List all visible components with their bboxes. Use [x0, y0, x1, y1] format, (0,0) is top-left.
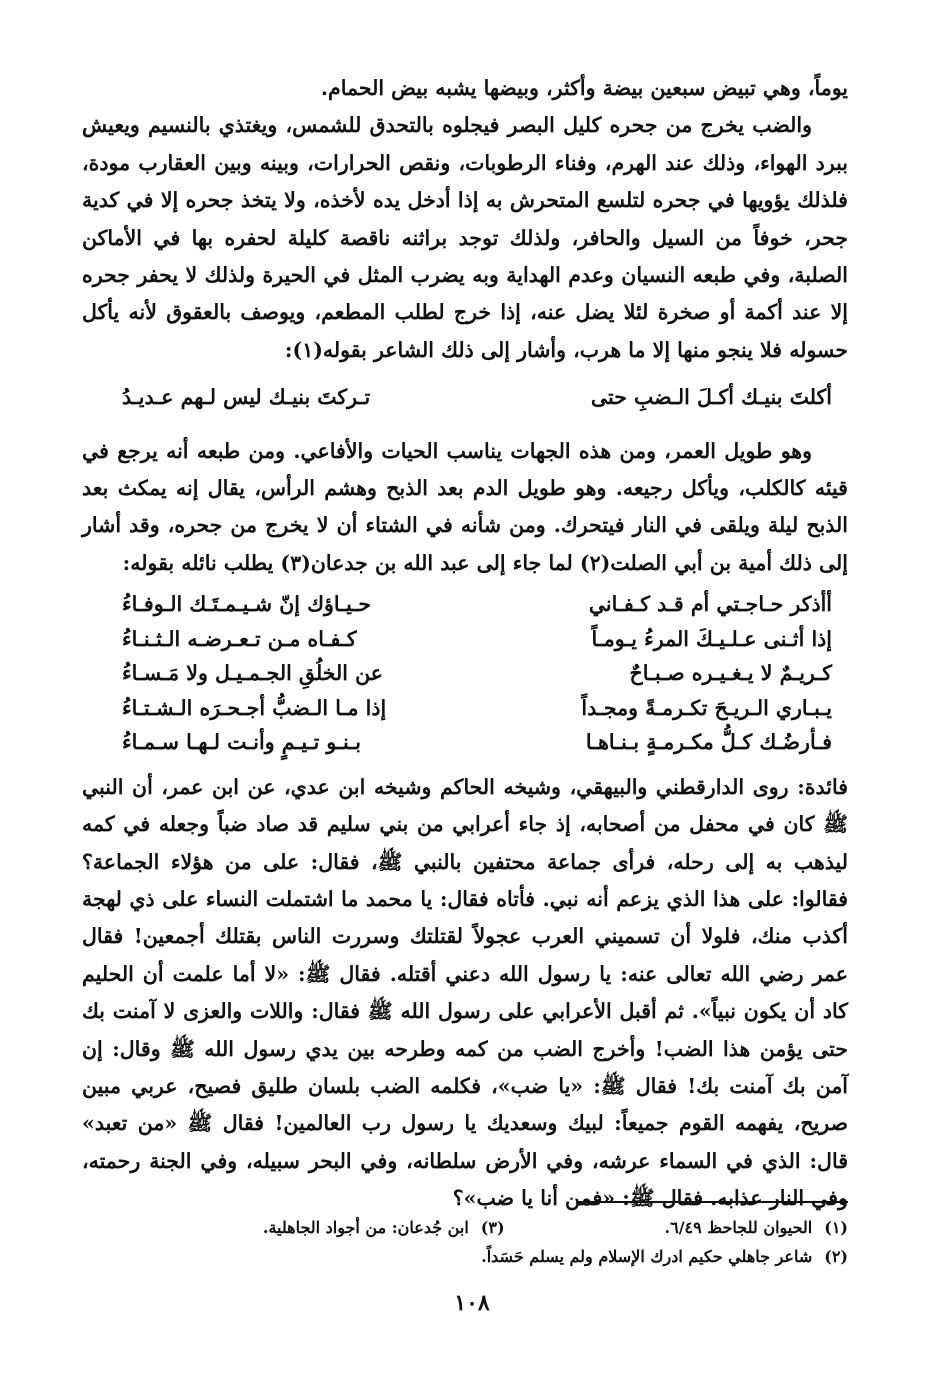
paragraph-2: والضب يخرج من جحره كليل البصر فيجلوه بالتحدق للشمس، ويغتذي بالنسيم ويعيش ببرد الهواء، وذلك عند الهرم، وفناء الرطوبات، ونقص الحرارات، وبينه وبين العقارب مودة، فلذلك يؤويها في جحره لتلسع المتحرش به إذا أدخل يده لأخذه، ولا يتخذ جحره إلا في كدية جحر، خوفاً من السيل والحافر، ولذلك توجد براثنه ناقصة كليلة لحفره بها في الأماكن الصلبة، وفي طبعه النسيان وعدم الهداية وبه يضرب المثل في الحيرة ولذلك لا يحفر جحره إلا عند أكمة أو صخرة لئلا يضل عنه، إذا خرج لطلب المطعم، ويوصف بالعقوق لأنه يأكل حسوله فلا ينجو منها إلا ما هرب، وأشار إلى ذلك الشاعر بقوله(١): — [82, 113, 848, 362]
verse-line-single — [82, 379, 848, 416]
footnote-row — [82, 1213, 848, 1242]
note-heading: فائدة: — [797, 774, 849, 799]
verse-left-hemistich: بـنـو تـيـمٍ وأنـت لـهـا سـمـاءُ — [122, 730, 361, 755]
verse-left-hemistich: كـفـاه مـن تـعـرضـه الـثـنـاءُ — [122, 626, 357, 651]
verse-right-hemistich: فـأرضُـك كـلُّ مكـرمـةٍ بـنـاهـا — [585, 730, 832, 755]
paragraph-4 — [82, 769, 848, 1218]
verse-left-hemistich: عن الخلُقِ الجـمـيـل ولا مَـسـاءُ — [122, 661, 383, 686]
footnote-number: (٣) — [480, 1218, 505, 1237]
footnote-number: (١) — [824, 1218, 848, 1237]
verse-right-hemistich: إذا أثـنى عـلـيـكَ المرءُ يـومـاً — [591, 626, 832, 651]
verse-left-hemistich: حـيـاؤك إنّ شـيـمـتَـك الـوفـاءُ — [122, 592, 372, 617]
footnote-text: ابن جُدعان: من أجواد الجاهلية. — [262, 1218, 469, 1237]
main-text — [82, 70, 848, 1218]
verse-left-hemistich: تـركتَ بنيـك ليس لـهم عـديـدُ — [122, 385, 371, 410]
paragraph-3: وهو طويل العمر، ومن هذه الجهات يناسب الحيات والأفاعي. ومن طبعه أنه يرجع في قيئه كالكلب، ويأكل رجيعه. وهو طويل الدم بعد الذبح وهشم الرأس، يقال إنه يمكث بعد الذبح ليلة ويلقى في النار فيتحرك. ومن شأنه في الشتاء أن لا يخرج من جحره، وقد أشار إلى ذلك أمية بن أبي الصلت(٢) لما جاء إلى عبد الله بن جدعان(٣) يطلب نائله بقوله: — [82, 438, 848, 575]
page-number: ١٠٨ — [454, 1290, 490, 1316]
verse-right-hemistich: يـبـاري الـريـحَ تكـرمـةً ومجـداً — [581, 695, 832, 720]
poem-line — [82, 621, 848, 656]
footnotes — [82, 1213, 848, 1271]
poem-line — [82, 586, 848, 621]
footnote-3 — [263, 1213, 505, 1242]
poem — [82, 586, 848, 759]
poem-line — [82, 690, 848, 725]
verse-right-hemistich: أأذكر حـاجـتي أم قـد كـفـاني — [588, 592, 832, 617]
footnote-2 — [481, 1242, 848, 1271]
footnote-row — [82, 1242, 848, 1271]
verse-right-hemistich: كـريـمٌ لا يـغـيـره صـبـاحٌ — [629, 661, 832, 686]
verse-right-hemistich: أكلتَ بنيـك أكـلَ الـضبِ حتى — [590, 385, 832, 410]
footnote-text: الحيوان للجاحظ ٦/٤٩. — [664, 1218, 813, 1237]
verse-left-hemistich: إذا مـا الـضبُّ أجـحـرَه الـشـتـاءُ — [122, 695, 387, 720]
footnote-number: (٢) — [824, 1247, 848, 1266]
note-text: روى الدارقطني والبيهقي، وشيخه الحاكم وشيخه ابن عدي، عن ابن عمر، أن النبي ﷺ كان في محفل من أصحابه، إذ جاء أعرابي من بني سليم قد صاد ضباً وجعله في كمه ليذهب به إلى رحله، فرأى جماعة محتفين بالنبي ﷺ، فقال: على من هؤلاء الجماعة؟ فقالوا: على هذا الذي يزعم أنه نبي. فأتاه فقال: يا محمد ما اشتملت النساء على ذي لهجة أكذب منك، فلولا أن تسميني العرب عجولاً لقتلتك وسررت الناس بقتلك أجمعين! فقال عمر رضي الله تعالى عنه: يا رسول الله دعني أقتله. فقال ﷺ: «لا أما علمت أن الحليم كاد أن يكون نبياً». ثم أقبل الأعرابي على رسول الله ﷺ فقال: واللات والعزى لا آمنت بك حتى يؤمن هذا الضب! وأخرج الضب من كمه وطرحه بين يدي رسول الله ﷺ وقال: إن آمن بك آمنت بك! فقال ﷺ: «يا ضب»، فكلمه الضب بلسان طليق فصيح، عربي مبين صريح، يفهمه القوم جميعاً: لبيك وسعديك يا رسول رب العالمين! فقال ﷺ «من تعبد» قال: الذي في السماء عرشه، وفي الأرض سلطانه، وفي البحر سبيله، وفي الجنة رحمته، وفي النار عذابه. فقال ﷺ: «فمن أنا يا ضب»؟ — [82, 774, 848, 1211]
poem-line — [82, 724, 848, 759]
paragraph-1: يوماً، وهي تبيض سبعين بيضة وأكثر، وبيضها يشبه بيض الحمام. — [320, 76, 848, 100]
poem-line — [82, 655, 848, 690]
footnote-1 — [665, 1213, 848, 1242]
footnote-text: شاعر جاهلي حكيم ادرك الإسلام ولم يسلم حَسَداً. — [481, 1247, 813, 1266]
footnote-divider — [576, 1201, 848, 1203]
